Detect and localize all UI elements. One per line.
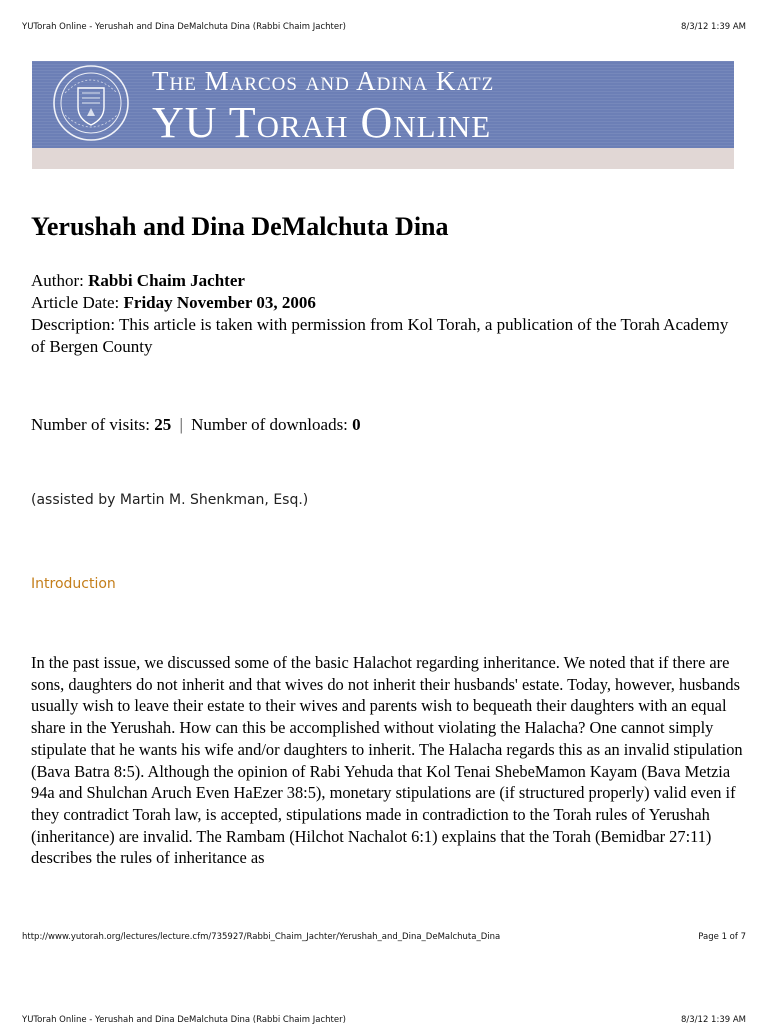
footer-url: http://www.yutorah.org/lectures/lecture.cfm/735927/Rabbi_Chaim_Jachter/Yerushah_and_Dina_DeMalchuta_Dina — [22, 932, 501, 942]
print-footer — [22, 932, 746, 942]
date-value: Friday November 03, 2006 — [123, 293, 316, 312]
site-banner[interactable] — [32, 61, 734, 169]
author-name[interactable]: Rabbi Chaim Jachter — [88, 271, 245, 290]
banner-title: YU Torah Online — [152, 98, 492, 147]
article-stats — [31, 414, 361, 436]
assisted-note: (assisted by Martin M. Shenkman, Esq.) — [31, 492, 309, 508]
next-page-header-datetime: 8/3/12 1:39 AM — [681, 1015, 746, 1025]
footer-page-number: Page 1 of 7 — [698, 932, 746, 942]
print-header-datetime: 8/3/12 1:39 AM — [681, 22, 746, 32]
banner-subtitle: The Marcos and Adina Katz — [152, 66, 495, 96]
visits-count: 25 — [154, 415, 172, 434]
article-description — [31, 314, 741, 358]
yeshiva-university-seal-icon — [51, 63, 131, 143]
stats-separator: | — [179, 415, 183, 434]
description-label: Description: — [31, 315, 116, 334]
visits-label: Number of visits: — [31, 415, 150, 434]
article-date — [31, 292, 316, 314]
article-title: Yerushah and Dina DeMalchuta Dina — [31, 212, 449, 241]
print-header — [22, 22, 746, 32]
article-author — [31, 270, 245, 292]
downloads-count: 0 — [352, 415, 361, 434]
downloads-label: Number of downloads: — [191, 415, 348, 434]
next-page-header-title: YUTorah Online - Yerushah and Dina DeMalchuta Dina (Rabbi Chaim Jachter) — [22, 1015, 346, 1025]
author-label: Author: — [31, 271, 84, 290]
print-header-title: YUTorah Online - Yerushah and Dina DeMalchuta Dina (Rabbi Chaim Jachter) — [22, 22, 346, 32]
banner-strip — [32, 148, 734, 169]
date-label: Article Date: — [31, 293, 120, 312]
description-text: This article is taken with permission from Kol Torah, a publication of the Torah Academy of Bergen County — [31, 315, 729, 356]
article-body: In the past issue, we discussed some of the basic Halachot regarding inheritance. We noted that if there are sons, daughters do not inherit and that wives do not inherit their husbands' estate. Today, however, husbands usually wish to leave their estate to their wives and parents wish to bequeath their daughters with an equal share in the Yerushah. How can this be accomplished without violating the Halacha? One cannot simply stipulate that he wants his wife and/or daughters to inherit. The Halacha regards this as an invalid stipulation (Bava Batra 8:5). Although the opinion of Rabi Yehuda that Kol Tenai ShebeMamon Kayam (Bava Metzia 94a and Shulchan Aruch Even HaEzer 38:5), monetary stipulations are (if structured properly) valid even if they contradict Torah law, is accepted, stipulations made in contradiction to the Torah rules of Yerushah (inheritance) are invalid. The Rambam (Hilchot Nachalot 6:1) explains that the Torah (Bemidbar 27:11) describes the rules of inheritance as — [31, 653, 743, 868]
section-heading-introduction: Introduction — [31, 576, 116, 592]
